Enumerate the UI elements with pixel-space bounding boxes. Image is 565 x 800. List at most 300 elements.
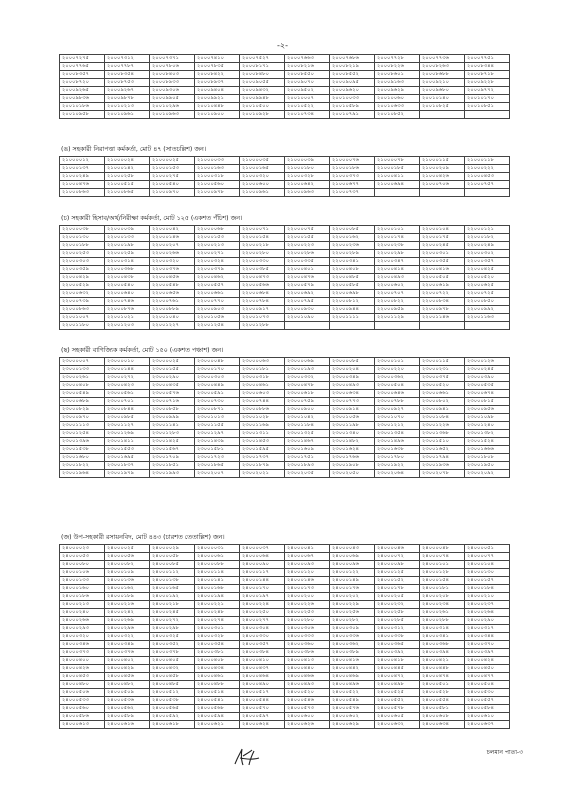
roll-number-cell: ২০০০৮৬০১	[375, 71, 420, 79]
roll-number-cell: ২৩০০২০৭৮	[420, 470, 465, 478]
roll-number-cell: ২২০০০৪০৮	[330, 266, 375, 274]
roll-number-cell: ২০০১০৮৫১	[465, 103, 510, 111]
roll-number-cell: ২৪০০০০৫৬	[105, 553, 150, 561]
roll-number-cell: ২৩০০০৮৫৮	[150, 406, 195, 414]
roll-number-cell: ২০০০৭৩১২	[105, 55, 150, 63]
roll-number-cell: ২৪০০০৫৫৪	[420, 697, 465, 705]
roll-number-cell: ২২০০০১৭৪	[375, 234, 420, 242]
roll-number-cell: ২৩০০০২৬১	[60, 374, 105, 382]
roll-number-cell: ২১০০০৮৬৩	[60, 189, 105, 197]
roll-number-cell: ২৪০০০৬২১	[195, 721, 240, 729]
roll-number-cell: ২২০০০৪৫৬	[150, 274, 195, 282]
roll-number-cell: ২১০০০২৪৯	[60, 173, 105, 181]
roll-number-cell: ২৪০০০৩২৮	[195, 633, 240, 641]
roll-number-cell: ২৪০০০০৭৭	[465, 553, 510, 561]
roll-number-cell: ২২০০০১৬২	[330, 234, 375, 242]
roll-number-cell: ২২০০০৯১৭	[240, 306, 285, 314]
roll-number-cell: ২৩০০০০২৫	[150, 358, 195, 366]
roll-number-cell: ২২০০০১৭৫	[420, 234, 465, 242]
roll-number-cell: ২৩০০১৪১১	[105, 438, 150, 446]
roll-number-cell: ২৪০০০০৫১	[465, 545, 510, 553]
roll-number-cell: ২১০০০১৪২	[105, 165, 150, 173]
roll-number-cell: ২২০০০৩২০	[150, 258, 195, 266]
roll-number-cell: ২২০০০৯৯২	[465, 306, 510, 314]
table-row	[60, 641, 510, 649]
section-heading: (চ) সহকারী হিসাব/অর্থ/নিরীক্ষা কর্মকর্তা, মোট ১২৫ (একশত পঁচিশ) জন।	[61, 215, 243, 222]
roll-number-cell: ২২০০০৯৭৮	[420, 306, 465, 314]
roll-number-cell: ২৪০০০১১৭	[240, 569, 285, 577]
roll-number-cell: ২৪০০০২৫৬	[330, 609, 375, 617]
roll-number-cell: ২৩০০০৪৭৮	[285, 382, 330, 390]
roll-number-cell: ২১০০০৩২০	[240, 173, 285, 181]
roll-number-cell: ২৪০০০৪৯৮	[375, 681, 420, 689]
roll-number-cell: ২১০০০২০৯	[420, 165, 465, 173]
roll-number-cell: ২৩০০১৩৬৮	[420, 430, 465, 438]
roll-number-cell: ২৪০০০৩৭৬	[105, 649, 150, 657]
roll-number-cell	[375, 322, 420, 330]
roll-number-cell: ২৪০০০৩৬৮	[420, 641, 465, 649]
roll-number-cell: ২৩০০১৮২২	[60, 462, 105, 470]
roll-number-cell: ২৪০০০৩০৪	[240, 625, 285, 633]
roll-number-cell: ২২০০০৩২৪	[195, 258, 240, 266]
roll-number-cell: ২৪০০০১৯৪	[195, 593, 240, 601]
roll-number-cell: ২৩০০১৫৮১	[195, 446, 240, 454]
roll-number-cell: ২৩০০১৫৫৩	[105, 446, 150, 454]
roll-number-cell: ২৪০০০৬১৩	[60, 721, 105, 729]
roll-number-cell: ২৩০০১১৪১	[150, 422, 195, 430]
roll-number-cell: ২৩০০০৬৪৬	[375, 390, 420, 398]
roll-number-cell: ২৪০০০৫৪১	[195, 697, 240, 705]
roll-number-cell: ২৪০০০১৬৮	[195, 585, 240, 593]
roll-number-cell: ২৪০০০৬০৫	[375, 713, 420, 721]
roll-number-cell: ২০০০৯৭৭২	[465, 87, 510, 95]
page-number: -২-	[277, 41, 288, 50]
roll-number-cell: ২৪০০০০৫৮	[150, 553, 195, 561]
roll-number-cell: ২৩০০০২৩১	[420, 366, 465, 374]
roll-number-cell: ২৩০০০৮২৯	[60, 406, 105, 414]
roll-number-cell: ২০০০৮৩৪৪	[465, 63, 510, 71]
roll-number-cell: ২২০০০২৮৬	[285, 250, 330, 258]
roll-number-cell: ২৩০০১৬৩৮	[375, 446, 420, 454]
roll-number-cell: ২৩০০১৩৯৬	[60, 438, 105, 446]
roll-number-cell: ২৪০০০২৪৮	[195, 609, 240, 617]
roll-number-cell: ২০০০৮৩৫৭	[60, 71, 105, 79]
roll-number-cell: ২৪০০০৪৭৭	[465, 673, 510, 681]
roll-number-cell: ২২০০০৫৭৯	[285, 282, 330, 290]
roll-number-cell: ২২০০০২৮৯	[330, 250, 375, 258]
roll-number-cell: ২১০০০০১২	[60, 157, 105, 165]
roll-number-cell: ২৪০০০৪৬৪	[240, 673, 285, 681]
roll-number-cell: ২৩০০০৯৪১	[420, 406, 465, 414]
roll-number-cell: ২৩০০১১৬৯	[240, 422, 285, 430]
roll-number-cell: ২৪০০০২৮৫	[375, 617, 420, 625]
roll-number-cell: ২৪০০০১২০	[285, 569, 330, 577]
roll-number-cell: ২০০১০২১৩	[105, 103, 150, 111]
roll-number-cell: ২৪০০০৫৮৯	[105, 713, 150, 721]
roll-number-cell: ২০০১০২৯৬	[150, 103, 195, 111]
roll-number-cell: ২৪০০০৪২৪	[465, 657, 510, 665]
roll-number-cell: ২২০০০০৬৮	[195, 226, 240, 234]
roll-number-cell: ২২০০০৪৭৩	[240, 274, 285, 282]
roll-number-cell: ২৪০০০৫২০	[285, 689, 330, 697]
roll-number-cell: ২৪০০০৩০৬	[285, 625, 330, 633]
roll-number-cell: ২২০০০৩০৩	[60, 258, 105, 266]
roll-number-cell: ২২০০০৮১২	[330, 298, 375, 306]
roll-number-cell: ২০০০৭৭৩৬	[420, 55, 465, 63]
roll-number-cell: ২৪০০০৩৯৪	[420, 649, 465, 657]
roll-number-cell: ২৩০০২০৬৪	[375, 470, 420, 478]
table-row	[60, 601, 510, 609]
roll-number-cell: ২৪০০০২৩৭	[465, 601, 510, 609]
roll-number-cell: ২৪০০০২৯৩	[60, 625, 105, 633]
roll-number-cell: ২৪০০০৫৩৮	[150, 697, 195, 705]
roll-number-cell: ২৩০০০৬৮৯	[60, 398, 105, 406]
roll-number-cell: ২০০০৮৬৮৮	[420, 71, 465, 79]
roll-number-cell: ২২০০০৩৮৫	[240, 266, 285, 274]
roll-number-cell: ২২০০০৬৬১	[195, 290, 240, 298]
roll-number-cell: ২৩০০১০১৩	[195, 414, 240, 422]
table-row	[60, 382, 510, 390]
roll-number-cell: ২৩০০১৯৩৬	[420, 462, 465, 470]
roll-number-cell: ২১০০০২৭৫	[150, 173, 195, 181]
table-row	[60, 561, 510, 569]
roll-number-cell: ২৪০০০২৪২	[105, 609, 150, 617]
roll-number-cell: ২৪০০০১৫২	[375, 577, 420, 585]
roll-number-cell: ২২০০০৭৬১	[150, 298, 195, 306]
roll-number-cell: ২৩০০০৩০৩	[195, 374, 240, 382]
roll-number-cell: ২৪০০০২৮০	[285, 617, 330, 625]
roll-number-cell: ২৩০০১০৯৮	[465, 414, 510, 422]
roll-number-cell: ২৪০০০২৬১	[420, 609, 465, 617]
roll-number-cell: ২১০০০৪৫৩	[465, 173, 510, 181]
roll-number-cell: ২৪০০০৫৬২	[105, 705, 150, 713]
roll-number-cell: ২৪০০০০২৯	[150, 545, 195, 553]
roll-number-cell: ২৪০০০২৬৬	[60, 617, 105, 625]
roll-number-cell: ২৪০০০৫৭৮	[375, 705, 420, 713]
table-row	[60, 234, 510, 242]
roll-number-cell: ২৪০০০১৩৮	[150, 577, 195, 585]
table-row	[60, 681, 510, 689]
roll-number-cell: ২৪০০০৫৮৬	[60, 713, 105, 721]
roll-number-cell: ২৪০০০৪৩২	[150, 665, 195, 673]
roll-number-cell: ২৩০০০৭৭৩	[330, 398, 375, 406]
roll-number-cell: ২৪০০০৫৪৯	[330, 697, 375, 705]
roll-number-cell: ২২০০০৪২৯	[60, 274, 105, 282]
roll-number-cell: ২৩০০১১৫৫	[195, 422, 240, 430]
roll-number-cell: ২৪০০০৫৪৬	[285, 697, 330, 705]
roll-number-cell: ২৪০০০৩৭৩	[60, 649, 105, 657]
roll-number-cell: ২১০০০৬০০	[240, 181, 285, 189]
roll-number-cell: ২০০০৯৬২০	[330, 87, 375, 95]
roll-number-cell: ২৪০০০১৩৬	[105, 577, 150, 585]
roll-number-cell: ২০০১০১৭০	[465, 95, 510, 103]
roll-number-cell: ২৪০০০২৭৪	[195, 617, 240, 625]
roll-number-cell: ২৪০০০১৪৯	[330, 577, 375, 585]
table-row	[60, 226, 510, 234]
roll-number-cell: ২২০০০২৩৬	[330, 242, 375, 250]
roll-number-cell: ২৪০০০১৯২	[150, 593, 195, 601]
roll-number-cell: ২২০০০৬৯৮	[330, 290, 375, 298]
roll-number-cell: ২৪০০০৪৯৬	[330, 681, 375, 689]
table-row	[60, 430, 510, 438]
roll-number-cell: ২৪০০০৪০৫	[150, 657, 195, 665]
roll-number-cell: ২৪০০০১৭৩	[285, 585, 330, 593]
roll-number-cell: ২২০০০৬১৯	[420, 282, 465, 290]
roll-number-cell: ২০০০৮২১৬	[285, 63, 330, 71]
roll-number-cell: ২৪০০০১৮৬	[60, 593, 105, 601]
roll-number-cell: ২২০০০২১৩	[195, 242, 240, 250]
roll-number-cell: ২০০০৭৭৬৫	[60, 63, 105, 71]
table-row	[60, 633, 510, 641]
roll-number-cell: ২৩০০২০৩৫	[285, 470, 330, 478]
roll-number-cell: ২২০০০৬৩২	[60, 290, 105, 298]
roll-number-cell: ২৪০০০৪০৮	[195, 657, 240, 665]
roll-number-cell: ২২০০০৭২২	[420, 290, 465, 298]
roll-number-cell: ২৪০০০২৭২	[150, 617, 195, 625]
roll-number-cell: ২১০০০৭৫৭	[465, 181, 510, 189]
roll-number-cell: ২২০০০২৩৮	[375, 242, 420, 250]
roll-number-cell: ২৪০০০৩২০	[60, 633, 105, 641]
roll-number-cell: ২৪০০০২৬৯	[105, 617, 150, 625]
roll-number-cell: ২০০০৮৫৫২	[330, 71, 375, 79]
table-row	[60, 705, 510, 713]
roll-number-cell: ২৪০০০৩৪৬	[60, 641, 105, 649]
roll-number-cell: ২৩০০১৭০৯	[150, 454, 195, 462]
roll-number-cell: ২১০০০৩৭৩	[330, 173, 375, 181]
roll-number-cell: ২২০০০১৮২	[465, 234, 510, 242]
roll-number-cell: ২৩০০১৯০৮	[330, 462, 375, 470]
roll-number-cell: ২৩০০১৯৭৯	[105, 470, 150, 478]
roll-number-cell: ২৪০০০২১৮	[150, 601, 195, 609]
roll-number-cell: ২০০০৭৩৭১	[150, 55, 195, 63]
roll-number-cell: ২৪০০০০৬৪	[240, 553, 285, 561]
roll-number-cell: ২৩০০১৬৮০	[60, 454, 105, 462]
roll-number-cell: ২৩০০০৫২০	[420, 382, 465, 390]
roll-number-cell: ২৩০০১৪২৫	[150, 438, 195, 446]
roll-number-cell: ২৪০০০৫০৬	[60, 689, 105, 697]
roll-number-cell: ২২০০০৬৪০	[105, 290, 150, 298]
roll-number-cell: ২৩০০০৯২৭	[375, 406, 420, 414]
roll-number-cell: ২৩০০০৪৩৫	[150, 382, 195, 390]
roll-number-cell: ২৪০০০৫৩৩	[60, 697, 105, 705]
table-row	[60, 87, 510, 95]
roll-number-cell: ২৪০০০৫৯২	[150, 713, 195, 721]
roll-number-cell: ২১০০০০২৫	[150, 157, 195, 165]
roll-number-cell: ২২০০০১৮৮	[60, 242, 105, 250]
roll-number-cell: ২১০০০০৭৮	[375, 157, 420, 165]
roll-number-cell: ২৩০০০৩৯০	[465, 374, 510, 382]
roll-table	[59, 54, 510, 119]
roll-number-cell: ২৩০০১৫২৪	[465, 438, 510, 446]
roll-number-cell: ২২০০০৭৭০	[195, 298, 240, 306]
roll-number-cell: ২৪০০০৪৮৫	[150, 681, 195, 689]
roll-number-cell: ২৪০০০০৩১	[195, 545, 240, 553]
roll-number-cell: ২৪০০০১০৬	[60, 569, 105, 577]
roll-number-cell: ২৪০০০৩০১	[195, 625, 240, 633]
roll-number-cell: ২৩০০০১৪৪	[105, 366, 150, 374]
roll-number-cell: ২৪০০০২৯৮	[150, 625, 195, 633]
roll-number-cell: ২৪০০০১০৪	[465, 561, 510, 569]
roll-number-cell: ২৪০০০৩৩০	[240, 633, 285, 641]
roll-number-cell: ২১০০০১১৫	[420, 157, 465, 165]
roll-number-cell: ২৩০০০৪৯৩	[330, 382, 375, 390]
roll-number-cell: ২৪০০০২৭৭	[240, 617, 285, 625]
roll-number-cell: ২৩০০১০৪২	[285, 414, 330, 422]
table-row	[60, 266, 510, 274]
roll-number-cell: ২৩০০০৮৭১	[195, 406, 240, 414]
roll-number-cell: ২৪০০০৪৫৮	[150, 673, 195, 681]
roll-number-cell: ২০০০৯৪৩২	[240, 87, 285, 95]
roll-number-cell: ২০০০৮৫৫০	[285, 71, 330, 79]
roll-number-cell: ২৪০০০৬১৮	[150, 721, 195, 729]
roll-number-cell: ২২০০০২৮০	[240, 250, 285, 258]
roll-number-cell: ২১০০০৪২৬	[420, 173, 465, 181]
roll-number-cell: ২২০০০৩০১	[420, 250, 465, 258]
roll-number-cell: ২৪০০০০৪৮	[420, 545, 465, 553]
roll-number-cell: ২৪০০০৫১৭	[240, 689, 285, 697]
roll-number-cell: ২৪০০০১১৪	[195, 569, 240, 577]
roll-number-cell: ২২০০০৭০৭	[375, 290, 420, 298]
roll-number-cell: ২২০০০৪৭৬	[285, 274, 330, 282]
roll-number-cell: ২২০০০৩৩৫	[285, 258, 330, 266]
table-row	[60, 390, 510, 398]
roll-number-cell: ২২০০০৪৩৮	[105, 274, 150, 282]
roll-number-cell: ২৪০০০১৩৩	[60, 577, 105, 585]
roll-number-cell: ২৪০০০৪৩৪	[195, 665, 240, 673]
roll-number-cell: ২৩০০০০৬৯	[285, 358, 330, 366]
roll-number-cell: ২৪০০০৬০৮	[420, 713, 465, 721]
roll-number-cell: ২৩০০১২৬৯	[105, 430, 150, 438]
roll-number-cell: ২২০০০৪৬২	[195, 274, 240, 282]
roll-number-cell: ২২০০০৩৪৭	[375, 258, 420, 266]
roll-number-cell	[330, 322, 375, 330]
roll-number-cell: ২২০০০০৭৫	[285, 226, 330, 234]
roll-number-cell: ২৪০০০৪১৮	[375, 657, 420, 665]
roll-number-cell: ২৪০০০৬১৬	[105, 721, 150, 729]
roll-number-cell: ২৪০০০২৫৮	[375, 609, 420, 617]
section-heading: (জ) উপ-সহকারী রসায়নবিদ, মোট ৪৪৩ (চারশত তেতাল্লিশ) জন।	[61, 534, 225, 541]
roll-number-cell: ২৪০০০৪৫৬	[105, 673, 150, 681]
roll-number-cell: ২২০০০৩৫৯	[60, 266, 105, 274]
roll-number-cell: ২৪০০০১৫৭	[465, 577, 510, 585]
roll-number-cell: ২৩০০১৪৯৬	[375, 438, 420, 446]
roll-number-cell: ২৩০০১০৫৬	[330, 414, 375, 422]
roll-number-cell: ২৪০০০৬২৬	[285, 721, 330, 729]
roll-number-cell: ২২০০০১৫৪	[240, 234, 285, 242]
roll-number-cell: ২৩০০১২১২	[375, 422, 420, 430]
roll-number-cell: ২২০০০০৮৫	[330, 226, 375, 234]
roll-number-cell: ২৩০০১৫৯৫	[240, 446, 285, 454]
roll-number-cell: ২৪০০০৪৫৩	[60, 673, 105, 681]
section-heading: (ঙ) সহকারী নিরাপত্তা কর্মকর্তা, মোট ৪৭ (সাতচল্লিশ) জন।	[61, 146, 206, 153]
roll-number-cell: ২৪০০০৪৯৩	[285, 681, 330, 689]
roll-number-cell: ২২০০০০৩৮	[60, 226, 105, 234]
roll-number-cell: ২৪০০০৩৮৬	[285, 649, 330, 657]
roll-number-cell: ২৩০০০৫৪৯	[60, 390, 105, 398]
table-row	[60, 157, 510, 165]
roll-number-cell: ২২০০০৫৪০	[105, 282, 150, 290]
roll-number-cell: ২০০১০৯২৮	[240, 111, 285, 119]
roll-number-cell: ২৩০০১১২৭	[105, 422, 150, 430]
roll-number-cell: ২০০০৯২৬৫	[60, 87, 105, 95]
roll-number-cell: ২৩০০০০১০	[105, 358, 150, 366]
table-row	[60, 649, 510, 657]
roll-number-cell: ২২০০০৩৫৫	[420, 258, 465, 266]
roll-number-cell: ২৩০০১৯৬৪	[60, 470, 105, 478]
roll-number-cell: ২৪০০০৩৩৩	[285, 633, 330, 641]
roll-number-cell: ২৪০০০০৮৫	[150, 561, 195, 569]
roll-number-cell: ২৩০০০৭৫৯	[285, 398, 330, 406]
roll-number-cell: ২৪০০০৪১০	[240, 657, 285, 665]
roll-number-cell: ২৪০০০৪৬১	[195, 673, 240, 681]
roll-number-cell: ২২০০০২০৭	[150, 242, 195, 250]
roll-number-cell: ২৩০০০৩১৮	[240, 374, 285, 382]
roll-number-cell: ২৪০০০১৪১	[195, 577, 240, 585]
roll-number-cell: ২৪০০০২৫০	[240, 609, 285, 617]
roll-number-cell: ২০০০৯৪০৪	[195, 87, 240, 95]
roll-number-cell: ২৩০০১২৪০	[465, 422, 510, 430]
roll-number-cell: ২০০০৯৫০২	[285, 87, 330, 95]
roll-number-cell: ২৪০০০৬৩৭	[465, 721, 510, 729]
roll-number-cell: ২৪০০০২১৬	[105, 601, 150, 609]
roll-number-cell: ২৪০০০১২৮	[420, 569, 465, 577]
table-row	[60, 665, 510, 673]
roll-number-cell: ২৪০০০০৭৪	[420, 553, 465, 561]
roll-number-cell: ২৪০০০৫২২	[330, 689, 375, 697]
roll-number-cell: ২৩০০১৩৮২	[465, 430, 510, 438]
section-3	[59, 215, 510, 330]
roll-number-cell: ২৩০০০৫০৪	[375, 382, 420, 390]
roll-number-cell: ২৩০০১৯২২	[375, 462, 420, 470]
table-row	[60, 103, 510, 111]
section-5	[59, 534, 510, 729]
roll-number-cell: ২০০০৮২৬৩	[420, 63, 465, 71]
table-row	[60, 95, 510, 103]
table-row	[60, 181, 510, 189]
roll-number-cell: ২২০০০৫২০	[465, 274, 510, 282]
roll-number-cell: ২৩০০০৮৮৬	[240, 406, 285, 414]
roll-number-cell: ২৩০০০১৩৩	[60, 366, 105, 374]
roll-number-cell: ২০০০৮৪০৩	[150, 71, 195, 79]
roll-number-cell: ২৪০০০০৬৭	[285, 553, 330, 561]
roll-number-cell: ২১০০০০৩৫	[240, 157, 285, 165]
roll-number-cell: ২৪০০০৪৬৬	[285, 673, 330, 681]
roll-number-cell: ২০০১০১৪০	[420, 95, 465, 103]
roll-number-cell: ২৪০০০২২৯	[330, 601, 375, 609]
roll-number-cell: ২১০০০৮৬৫	[105, 189, 150, 197]
roll-number-cell: ২৩০০০১৫৫	[150, 366, 195, 374]
table-row	[60, 414, 510, 422]
table-row	[60, 358, 510, 366]
roll-number-cell: ২৪০০০০৬৯	[330, 553, 375, 561]
roll-number-cell: ২৪০০০৫১২	[150, 689, 195, 697]
roll-number-cell: ২১০০০১১৮	[465, 157, 510, 165]
roll-number-cell: ২৩০০১৭২৩	[195, 454, 240, 462]
roll-number-cell: ২০০০৭৭৫১	[465, 55, 510, 63]
roll-number-cell: ২৩০০০৯১৪	[330, 406, 375, 414]
table-row	[60, 250, 510, 258]
roll-number-cell: ২০০০৮৪৮০	[240, 71, 285, 79]
roll-number-cell: ২৪০০০০৮২	[105, 561, 150, 569]
table-row	[60, 609, 510, 617]
roll-number-cell	[420, 322, 465, 330]
roll-number-cell: ২০০০৯৬৮০	[420, 87, 465, 95]
roll-number-cell: ২৩০০১৪৬৭	[285, 438, 330, 446]
roll-number-cell: ২২০০০৪৯৩	[375, 274, 420, 282]
roll-number-cell: ২০০০৯২১০	[420, 79, 465, 87]
roll-number-cell: ২২০০০৫৫৭	[195, 282, 240, 290]
roll-number-cell: ২৩০০১৭৯৪	[420, 454, 465, 462]
